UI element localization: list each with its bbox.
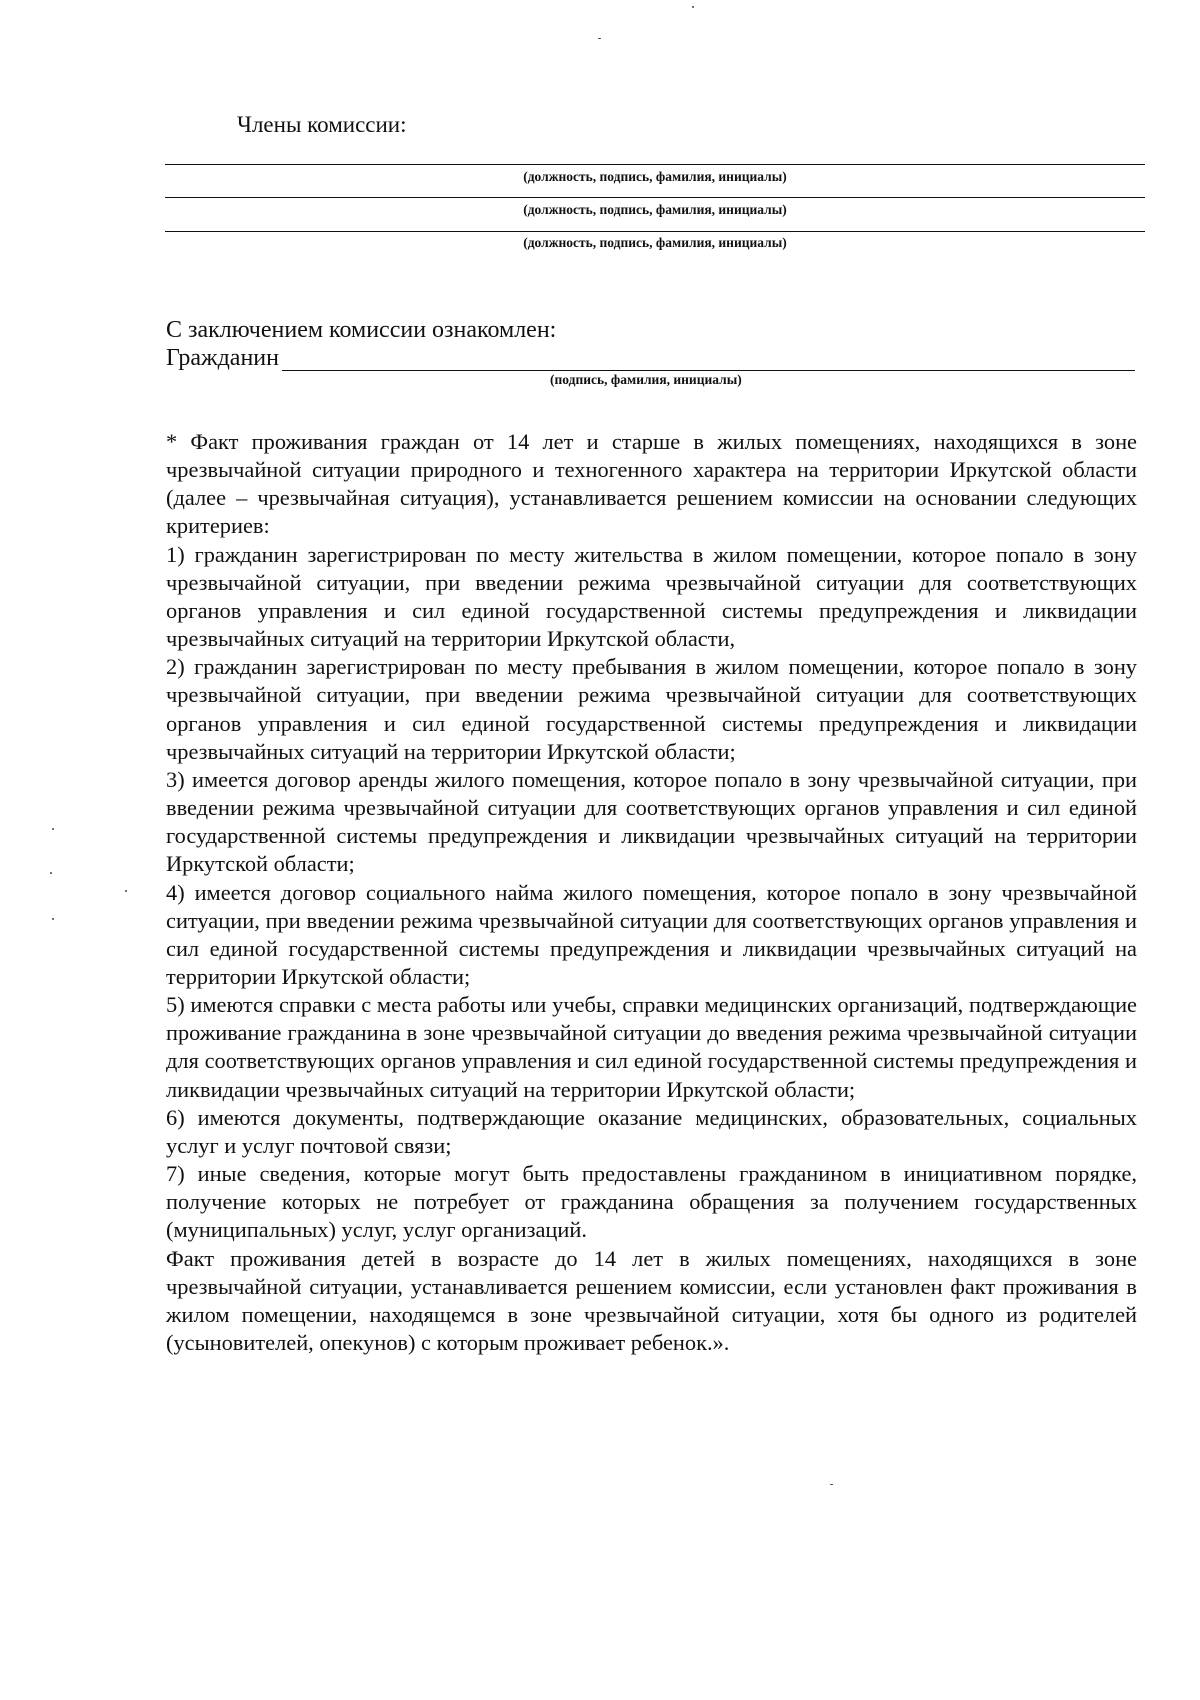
scan-speck (692, 6, 694, 8)
children-paragraph: Факт проживания детей в возрасте до 14 лет в жилых помещениях, находящихся в зоне чрезвычайной ситуации, устанавливается решением комиссии, если установлен факт проживания в жилом помещении, находящемся в зоне чрезвычайной ситуации, хотя бы одного из родителей (усыновителей, опекунов) с которым проживает ребенок.». (166, 1245, 1137, 1355)
signature-caption: (должность, подпись, фамилия, инициалы) (523, 169, 787, 184)
acquaintance-text: С заключением комиссии ознакомлен: (166, 317, 557, 343)
criterion-item: 2) гражданин зарегистрирован по месту пребывания в жилом помещении, которое попало в зону чрезвычайной ситуации, при введении режима чрезвычайной ситуации для соответствующих органов управления и сил единой государственной системы предупреждения и ликвидации чрезвычайных ситуаций на территории Иркутской области; (166, 654, 1137, 764)
scan-speck (50, 872, 52, 874)
citizen-label: Гражданин (166, 345, 279, 371)
scan-speck (52, 828, 54, 830)
citizen-signature-caption (282, 372, 1135, 388)
scan-speck (52, 918, 54, 920)
criterion-item: 1) гражданин зарегистрирован по месту жительства в жилом помещении, которое попало в зону чрезвычайной ситуации, при введении режима чрезвычайной ситуации для соответствующих органов управления и сил единой государственной системы предупреждения и ликвидации чрезвычайных ситуаций на территории Иркутской области, (166, 541, 1137, 652)
signature-line (165, 164, 1145, 165)
footnote-intro: * Факт проживания граждан от 14 лет и старше в жилых помещениях, находящихся в зоне чрезвычайной ситуации природного и техногенного характера на территории Иркутской области (далее – чрезвычайная ситуация), устанавливается решением комиссии на основании следующих критериев: (166, 429, 1137, 539)
signature-line (165, 197, 1145, 198)
scan-speck (125, 890, 127, 892)
citizen-caption-text: (подпись, фамилия, инициалы) (550, 372, 742, 387)
citizen-signature-line (282, 370, 1135, 371)
signature-caption: (должность, подпись, фамилия, инициалы) (523, 202, 787, 217)
footnote-body (166, 428, 1137, 1357)
scan-speck (598, 38, 601, 39)
members-heading: Члены комиссии: (237, 112, 407, 137)
scan-speck (830, 1484, 833, 1485)
criterion-item: 3) имеется договор аренды жилого помещения, которое попало в зону чрезвычайной ситуации, при введении режима чрезвычайной ситуации для соответствующих органов управления и сил единой государственной системы предупреждения и ликвидации чрезвычайных ситуаций на территории Иркутской области; (166, 766, 1137, 877)
criterion-item: 7) иные сведения, которые могут быть предоставлены гражданином в инициативном порядке, получение которых не потребует от гражданина обращения за получением государственных (муниципальных) услуг, услуг организаций. (166, 1161, 1137, 1243)
criterion-item: 4) имеется договор социального найма жилого помещения, которое попало в зону чрезвычайной ситуации, при введении режима чрезвычайной ситуации для соответствующих органов управления и сил единой государственной системы предупреждения и ликвидации чрезвычайных ситуаций на территории Иркутской области; (166, 879, 1137, 989)
signature-line (165, 231, 1145, 232)
criterion-item: 6) имеются документы, подтверждающие оказание медицинских, образовательных, социальных услуг и услуг почтовой связи; (166, 1104, 1137, 1158)
criterion-item: 5) имеются справки с места работы или учебы, справки медицинских организаций, подтверждающие проживание гражданина в зоне чрезвычайной ситуации до введения режима чрезвычайной ситуации для соответствующих органов управления и сил единой государственной системы предупреждения и ликвидации чрезвычайных ситуаций на территории Иркутской области; (166, 992, 1137, 1102)
signature-caption: (должность, подпись, фамилия, инициалы) (523, 235, 787, 250)
